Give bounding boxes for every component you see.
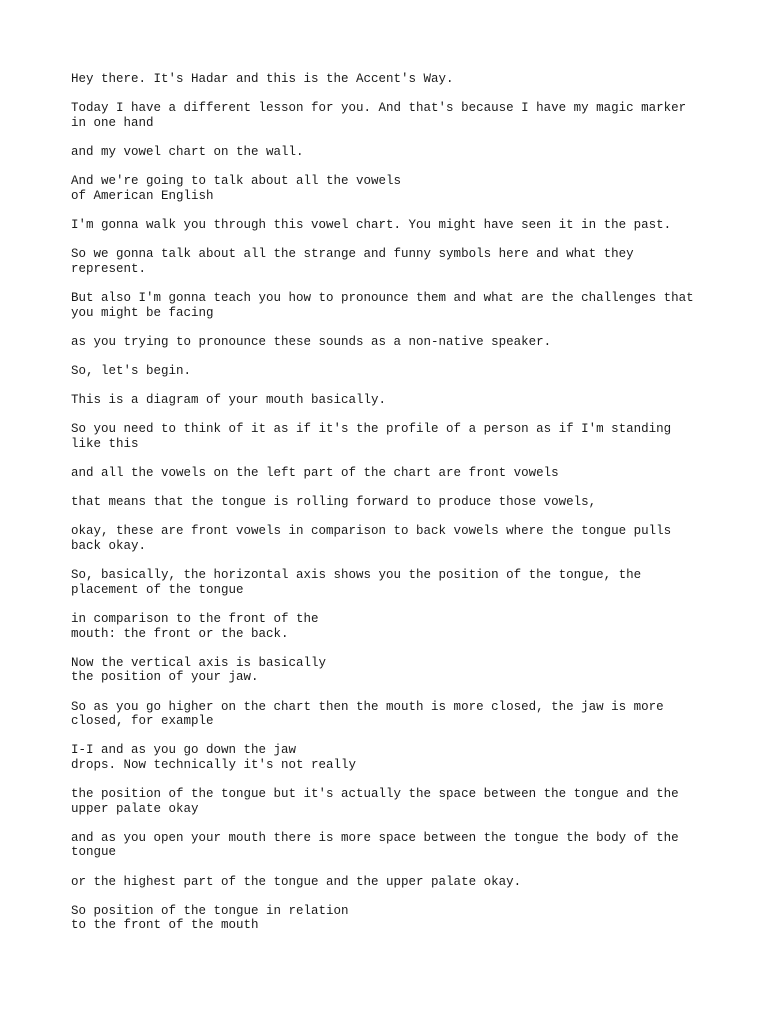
paragraph-8: as you trying to pronounce these sounds as a non-native speaker. bbox=[71, 334, 552, 349]
paragraph-18: So as you go higher on the chart then the mouth is more closed, the jaw is more closed, for example bbox=[71, 699, 664, 729]
paragraph-7: But also I'm gonna teach you how to pronounce them and what are the challenges that you might be facing bbox=[71, 290, 694, 320]
paragraph-4: And we're going to talk about all the vowels of American English bbox=[71, 174, 402, 203]
paragraph-5: I'm gonna walk you through this vowel chart. You might have seen it in the past. bbox=[71, 217, 672, 232]
paragraph-6: So we gonna talk about all the strange and funny symbols here and what they represent. bbox=[71, 247, 634, 276]
paragraph-12: and all the vowels on the left part of the chart are front vowels bbox=[71, 466, 559, 481]
paragraph-1: Hey there. It's Hadar and this is the Accent's Way. bbox=[71, 72, 454, 86]
paragraph-13: that means that the tongue is rolling forward to produce those vowels, bbox=[71, 495, 597, 510]
paragraph-2: Today I have a different lesson for you. And that's because I have my magic marker in one hand bbox=[71, 101, 687, 130]
paragraph-14: okay, these are front vowels in comparison to back vowels where the tongue pulls back okay. bbox=[71, 524, 672, 553]
paragraph-21: and as you open your mouth there is more space between the tongue the body of the tongue bbox=[71, 830, 679, 860]
paragraph-23: So position of the tongue in relation to the front of the mouth bbox=[71, 903, 349, 933]
paragraph-22: or the highest part of the tongue and the upper palate okay. bbox=[71, 874, 522, 889]
paragraph-19: I-I and as you go down the jaw drops. Now technically it's not really bbox=[71, 743, 357, 772]
paragraph-11: So you need to think of it as if it's the profile of a person as if I'm standing like this bbox=[71, 422, 672, 451]
paragraph-20: the position of the tongue but it's actually the space between the tongue and the upper palate okay bbox=[71, 787, 679, 816]
paragraph-16: in comparison to the front of the mouth: the front or the back. bbox=[71, 611, 319, 641]
paragraph-9: So, let's begin. bbox=[71, 363, 192, 378]
paragraph-15: So, basically, the horizontal axis shows you the position of the tongue, the placement of the tongue bbox=[71, 568, 642, 597]
paragraph-10: This is a diagram of your mouth basically. bbox=[71, 393, 387, 408]
transcript-page bbox=[71, 72, 711, 948]
paragraph-17: Now the vertical axis is basically the position of your jaw. bbox=[71, 655, 327, 685]
paragraph-3: and my vowel chart on the wall. bbox=[71, 144, 304, 159]
